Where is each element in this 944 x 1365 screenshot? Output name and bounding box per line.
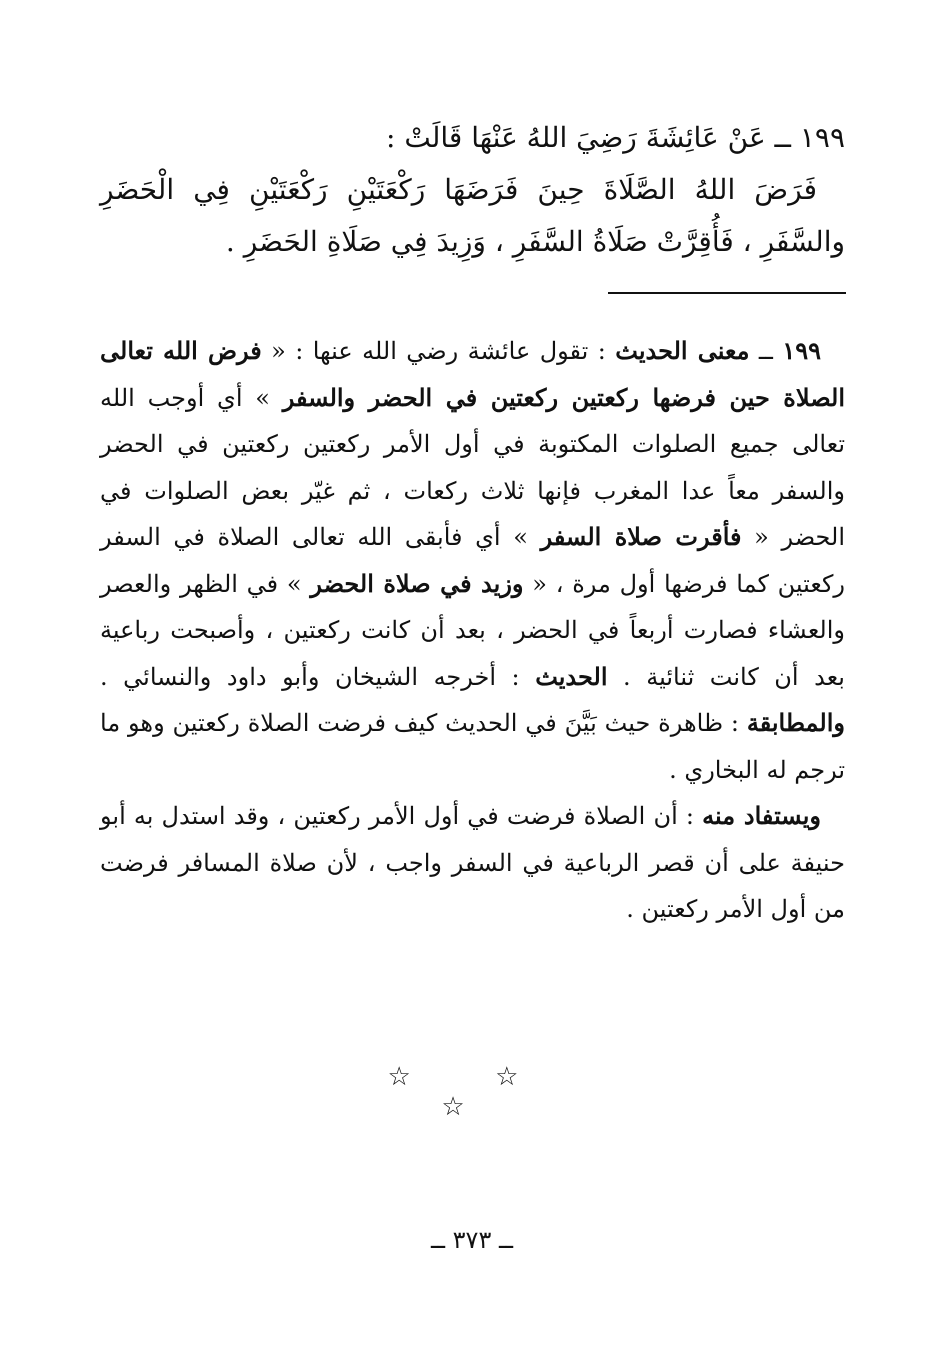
hadith-opening-line: [100, 112, 845, 164]
hadith-number: ١٩٩: [799, 121, 845, 154]
commentary-quote-1: فرض الله تعالى الصلاة حين فرضها ركعتين ركعتين في الحضر والسفر: [100, 336, 845, 412]
hadith-text-block: [100, 112, 845, 268]
footnote-separator-line: [608, 292, 846, 294]
commentary-heading-correspondence: والمطابقة: [746, 708, 845, 737]
hadith-opening: عَنْ عَائِشَةَ رَضِيَ اللهُ عَنْهَا قَالَتْ :: [386, 121, 766, 154]
commentary-number: ١٩٩: [782, 336, 821, 365]
hadith-body: فَرَضَ اللهُ الصَّلَاةَ حِينَ فَرَضَهَا رَكْعَتَيْنِ رَكْعَتَيْنِ فِي الْحَضَرِ والسَّفَرِ ، فَأُقِرَّتْ صَلَاةُ السَّفَرِ ، وَزِيدَ فِي صَلَاةِ الحَضَرِ .: [100, 173, 845, 258]
commentary-heading-meaning: معنى الحديث: [615, 336, 750, 365]
page-number: ــ ٣٧٣ ــ: [430, 1226, 514, 1254]
commentary-heading-hadith: الحديث: [535, 661, 608, 691]
commentary-text-6: : ظاهرة حيث بَيَّنَ في الحديث كيف فرضت الصلاة ركعتين وهو ما ترجم له البخاري .: [100, 709, 845, 784]
section-separator-stars: ☆ ☆ ☆: [387, 1062, 557, 1122]
commentary-text-4: » في الظهر والعصر والعشاء فصارت أربعاً في الحضر ، بعد أن كانت ركعتين ، وأصبحت رباعية بعد أن كانت ثنائية .: [100, 569, 845, 691]
commentary-paragraph-1: [100, 328, 845, 793]
commentary-paragraph-2: [100, 793, 845, 933]
commentary-text-2: » أي أوجب الله تعالى جميع الصلوات المكتوبة في أول الأمر ركعتين ركعتين في الحضر والسفر معاً عدا المغرب فإنها ثلاث ركعات ، ثم غيّر بعض الصلوات في الحضر «: [100, 383, 845, 551]
commentary-text-3: » أي فأبقى الله تعالى الصلاة في السفر ركعتين كما فرضها أول مرة ، «: [100, 523, 845, 598]
commentary-text-5: : أخرجه الشيخان وأبو داود والنسائي .: [100, 662, 536, 691]
commentary-heading-benefit: ويستفاد منه: [702, 801, 821, 830]
commentary-text-1: : تقول عائشة رضي الله عنها : «: [261, 337, 616, 365]
commentary-quote-2: فأقرت صلاة السفر: [540, 522, 742, 551]
commentary-quote-3: وزيد في صلاة الحضر: [310, 568, 524, 598]
commentary-benefit-text: : أن الصلاة فرضت في أول الأمر ركعتين ، وقد استدل به أبو حنيفة على أن قصر الرباعية في السفر واجب ، لأن صلاة المسافر فرضت من أول الأمر ركعتين .: [100, 802, 845, 923]
hadith-dash: ــ: [765, 121, 800, 154]
commentary-block: [100, 328, 845, 933]
commentary-dash: ــ: [749, 337, 783, 365]
